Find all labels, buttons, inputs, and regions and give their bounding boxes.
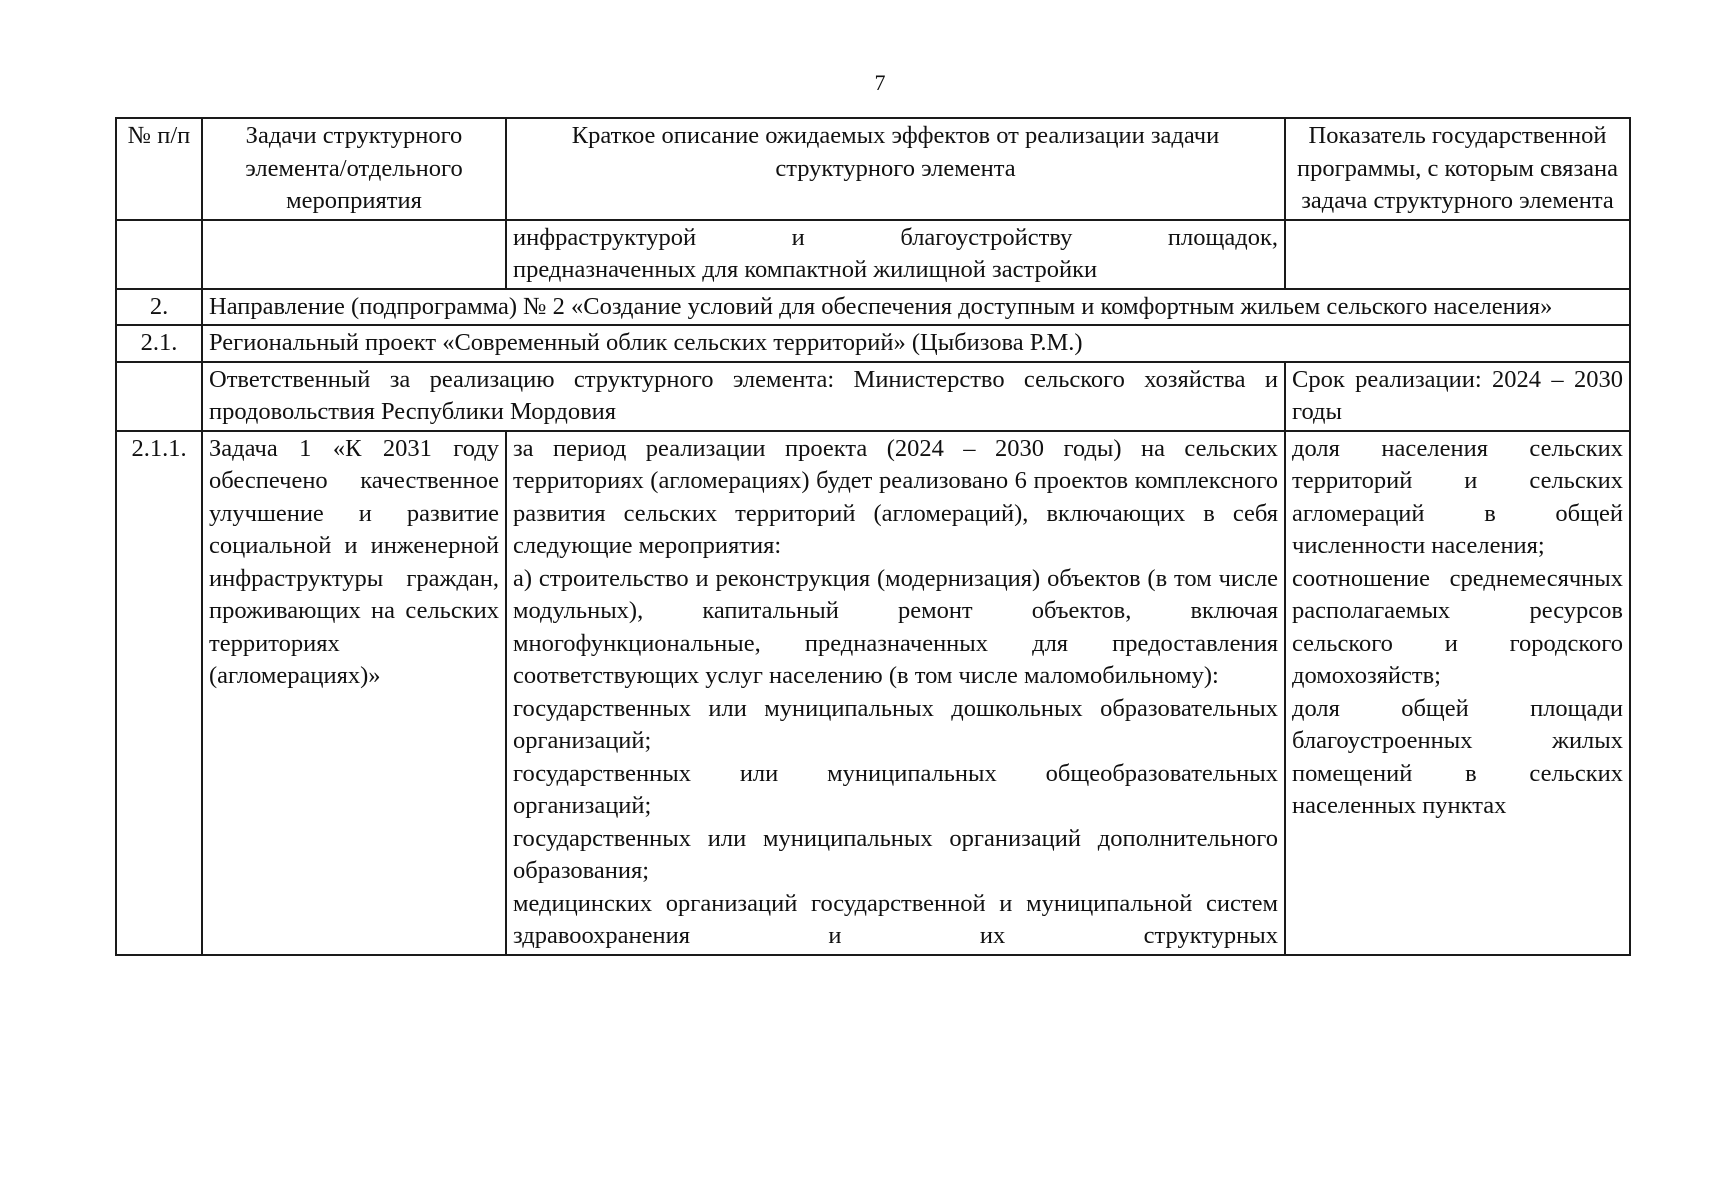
header-indicator: Показатель государственной программы, с которым связана задача структурного элемента [1285, 118, 1630, 220]
table-row-direction-2 [116, 289, 1630, 326]
table-header-row [116, 118, 1630, 220]
header-number: № п/п [116, 118, 202, 220]
table-row-task-2-1-1 [116, 431, 1630, 955]
indicator-item: соотношение среднемесячных располагаемых ресурсов сельского и городского домохозяйств; [1292, 564, 1623, 689]
row-number: 2.1. [116, 325, 202, 362]
term-text: Срок реализации: 2024 – 2030 годы [1285, 362, 1630, 431]
continuation-line: инфраструктурой и благоустройству площадок, [513, 223, 1278, 251]
continuation-text [506, 220, 1285, 289]
header-tasks: Задачи структурного элемента/отдельного мероприятия [202, 118, 506, 220]
row-number: 2. [116, 289, 202, 326]
effect-paragraph: государственных или муниципальных дошкольных образовательных организаций; [513, 694, 1278, 754]
cell-empty [1285, 220, 1630, 289]
page-number: 7 [874, 70, 886, 95]
responsible-text: Ответственный за реализацию структурного элемента: Министерство сельского хозяйства и продовольствия Республики Мордовия [202, 362, 1285, 431]
effects-cell [506, 431, 1285, 955]
table-row-project-2-1 [116, 325, 1630, 362]
cell-empty [116, 362, 202, 431]
effect-paragraph: государственных или муниципальных общеобразовательных организаций; [513, 759, 1278, 819]
table-row-continuation [116, 220, 1630, 289]
header-effects: Краткое описание ожидаемых эффектов от реализации задачи структурного элемента [506, 118, 1285, 220]
indicator-item: доля населения сельских территорий и сельских агломераций в общей численности населения; [1292, 434, 1623, 559]
indicators-cell [1285, 431, 1630, 955]
project-title: Региональный проект «Современный облик сельских территорий» (Цыбизова Р.М.) [202, 325, 1630, 362]
continuation-line: предназначенных для компактной жилищной застройки [513, 256, 1098, 283]
effect-paragraph: государственных или муниципальных организаций дополнительного образования; [513, 824, 1278, 884]
indicator-item: доля общей площади благоустроенных жилых помещений в сельских населенных пунктах [1292, 694, 1623, 819]
effect-paragraph: а) строительство и реконструкция (модернизация) объектов (в том числе модульных), капитальный ремонт объектов, включая многофункциональные, предназначенных для предоставления соответствующих услуг населению (в том числе маломобильному): [513, 564, 1278, 689]
direction-title: Направление (подпрограмма) № 2 «Создание условий для обеспечения доступным и комфортным жильем сельского населения» [202, 289, 1630, 326]
cell-empty [202, 220, 506, 289]
effect-paragraph: за период реализации проекта (2024 – 2030 годы) на сельских территориях (агломерациях) будет реализовано 6 проектов комплексного развития сельских территорий (агломераций), включающих в себя следующие мероприятия: [513, 434, 1278, 559]
table-row-responsible [116, 362, 1630, 431]
row-number: 2.1.1. [116, 431, 202, 955]
program-table [115, 117, 1631, 956]
cell-empty [116, 220, 202, 289]
effect-paragraph: медицинских организаций государственной и муниципальной систем здравоохранения и их структурных [513, 889, 1278, 949]
task-text: Задача 1 «К 2031 году обеспечено качественное улучшение и развитие социальной и инженерной инфраструктуры граждан, проживающих на сельских территориях (агломерациях)» [202, 431, 506, 955]
